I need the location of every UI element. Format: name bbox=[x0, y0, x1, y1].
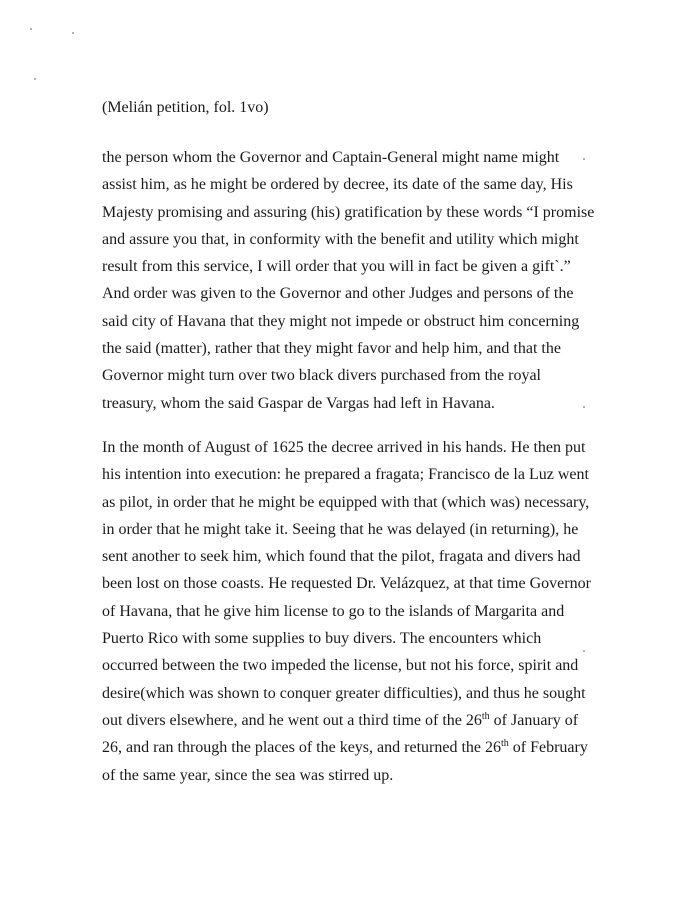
text-line: treasury, whom the said Gaspar de Vargas had left in Havana. bbox=[102, 394, 495, 412]
text-line: of Havana, that he give him license to go to the islands of Margarita and bbox=[102, 602, 565, 620]
text-line: In the month of August of 1625 the decree arrived in his hands. He then put bbox=[102, 439, 586, 456]
page-header: (Melián petition, fol. 1vo) bbox=[102, 99, 269, 116]
text-line: sent another to seek him, which found that the pilot, fragata and divers had bbox=[102, 548, 581, 566]
text-line: the person whom the Governor and Captain-General might name might bbox=[102, 149, 560, 166]
text-line: occurred between the two impeded the license, but not his force, spirit and bbox=[102, 657, 579, 675]
text-line: said city of Havana that they might not impede or obstruct him concerning bbox=[102, 312, 580, 330]
scan-speck bbox=[30, 28, 32, 30]
paragraph bbox=[102, 144, 602, 417]
text-line: Majesty promising and assuring (his) gratification by these words “I promise bbox=[102, 203, 595, 221]
text-segment: of February bbox=[508, 739, 588, 757]
text-line: desire(which was shown to conquer greater difficulties), and thus he sought bbox=[102, 684, 586, 702]
text-line: been lost on those coasts. He requested Dr. Velázquez, at that time Governor bbox=[102, 575, 591, 593]
scan-speck bbox=[34, 78, 36, 80]
text-line: and assure you that, in conformity with the benefit and utility which might bbox=[102, 230, 579, 248]
text-line: result from this service, I will order that you will in fact be given a gift`.” bbox=[102, 258, 571, 276]
text-segment: 26, and ran through the places of the keys, and returned the 26 bbox=[102, 739, 501, 757]
text-line: And order was given to the Governor and other Judges and persons of the bbox=[102, 285, 574, 303]
text-segment: out divers elsewhere, and he went out a third time of the 26 bbox=[102, 711, 482, 729]
text-line: of the same year, since the sea was stirred up. bbox=[102, 766, 394, 784]
text-line: as pilot, in order that he might be equipped with that (which was) necessary, bbox=[102, 493, 590, 511]
text-line: Governor might turn over two black divers purchased from the royal bbox=[102, 367, 541, 385]
text-line: in order that he might take it. Seeing that he was delayed (in returning), he bbox=[102, 520, 579, 538]
text-line: the said (matter), rather that they might favor and help him, and that the bbox=[102, 340, 561, 358]
ordinal-suffix: th bbox=[500, 738, 509, 750]
text-segment: of January of bbox=[489, 711, 579, 729]
scan-speck bbox=[72, 32, 74, 34]
text-line: assist him, as he might be ordered by decree, its date of the same day, His bbox=[102, 176, 573, 194]
ordinal-suffix: th bbox=[481, 710, 490, 722]
text-line: Puerto Rico with some supplies to buy divers. The encounters which bbox=[102, 630, 542, 648]
paragraph bbox=[102, 434, 602, 789]
text-line: his intention into execution: he prepared a fragata; Francisco de la Luz went bbox=[102, 466, 589, 484]
text-line bbox=[102, 734, 602, 761]
text-line bbox=[102, 707, 602, 734]
